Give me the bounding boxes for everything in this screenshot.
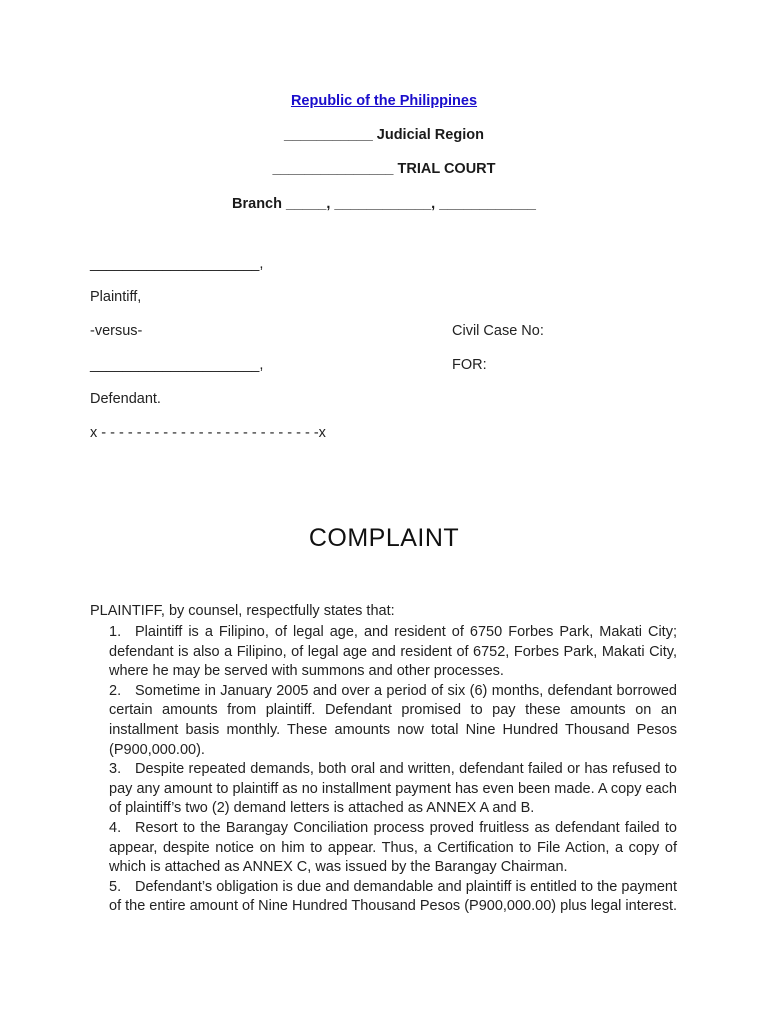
allegation-item — [109, 819, 677, 878]
allegation-item — [109, 878, 677, 917]
allegation-text: Resort to the Barangay Conciliation process proved fruitless as defendant failed to appear, despite notice on him to appear. Thus, a Certification to File Action, a copy of which is attached as ANNEX C, was issued by the Barangay Chairman. — [109, 819, 677, 876]
allegation-number: 4. — [109, 819, 122, 836]
allegation-text: Defendant’s obligation is due and demandable and plaintiff is entitled to the payment of the entire amount of Nine Hundred Thousand Pesos (P900,000.00) plus legal interest. — [109, 878, 678, 915]
plaintiff-name-blank: _____________________, — [90, 256, 264, 272]
allegation-number: 2. — [109, 682, 122, 699]
allegation-text: Plaintiff is a Filipino, of legal age, and resident of 6750 Forbes Park, Makati City; defendant is also a Filipino, of legal age and resident of 6752, Forbes Park, Makati City, where he may be served with summons and other processes. — [109, 624, 677, 680]
versus-label: -versus- — [90, 323, 143, 339]
civil-case-no-label: Civil Case No: — [452, 323, 544, 339]
intro-statement: PLAINTIFF, by counsel, respectfully states that: — [90, 603, 395, 619]
for-label: FOR: — [452, 357, 487, 373]
republic-heading — [0, 93, 768, 109]
allegation-number: 3. — [109, 761, 122, 778]
allegation-item — [109, 623, 677, 682]
allegation-text: Sometime in January 2005 and over a period of six (6) months, defendant borrowed certain amounts from plaintiff. Defendant promised to pay these amounts on an installment basis monthly. These amounts now total Nine Hundred Thousand Pesos (P900,000.00). — [109, 682, 677, 758]
defendant-name-blank: _____________________, — [90, 357, 264, 373]
branch-line: Branch _____, ____________, ____________ — [232, 196, 536, 212]
republic-link[interactable]: Republic of the Philippines — [290, 93, 478, 109]
allegation-number: 1. — [109, 624, 122, 640]
trial-court-line: _______________ TRIAL COURT — [272, 161, 496, 177]
plaintiff-label: Plaintiff, — [90, 289, 142, 305]
allegation-item — [109, 760, 677, 819]
allegation-number: 5. — [109, 878, 122, 895]
judicial-region-line: ___________ Judicial Region — [284, 127, 484, 143]
allegation-item — [109, 682, 677, 760]
complaint-title: COMPLAINT — [308, 524, 460, 552]
caption-separator: x - - - - - - - - - - - - - - - - - - - - - - - - -x — [90, 425, 326, 441]
allegations-list — [109, 623, 677, 917]
allegation-text: Despite repeated demands, both oral and written, defendant failed or has refused to pay any amount to plaintiff as no installment payment has even been made. A copy each of plaintiff’s two (2) demand letters is attached as ANNEX A and B. — [109, 761, 677, 817]
defendant-label: Defendant. — [90, 391, 161, 407]
